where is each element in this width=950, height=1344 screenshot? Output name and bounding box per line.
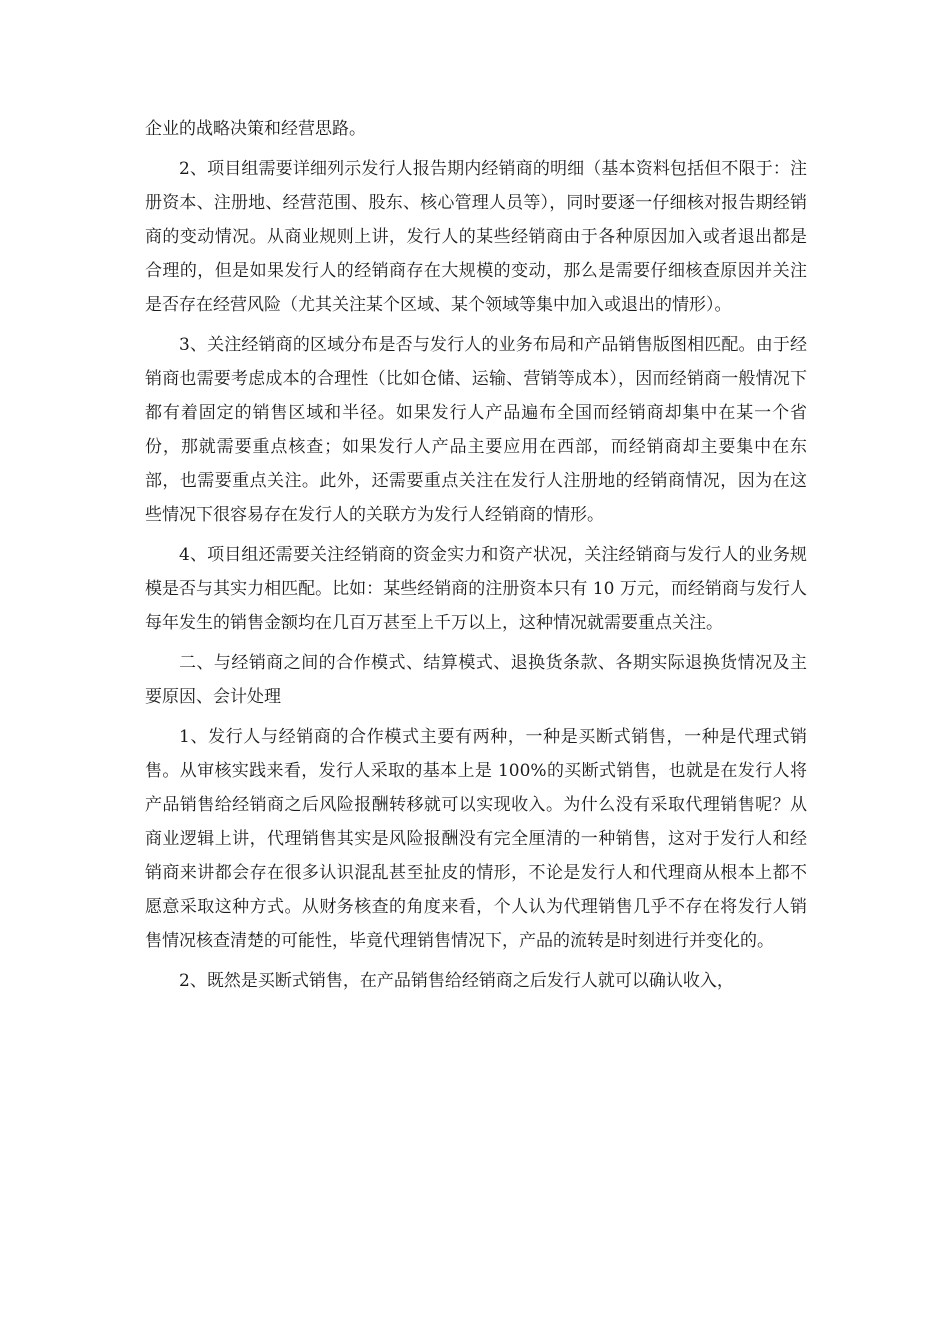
paragraph-section2-item-2: 2、既然是买断式销售，在产品销售给经销商之后发行人就可以确认收入， <box>179 971 734 991</box>
paragraph-item-3: 3、关注经销商的区域分布是否与发行人的业务布局和产品销售版图相匹配。由于经销商也需要考虑成本的合理性（比如仓储、运输、营销等成本），因而经销商一般情况下都有着固定的销售区域和半径。如果发行人产品遍布全国而经销商却集中在某一个省份，那就需要重点核查；如果发行人产品主要应用在西部，而经销商却主要集中在东部，也需要重点关注。此外，还需要重点关注在发行人注册地的经销商情况，因为在这些情况下很容易存在发行人的关联方为发行人经销商的情形。 <box>145 335 807 525</box>
paragraph-continuation: 企业的战略决策和经营思路。 <box>145 119 366 139</box>
paragraph-item-4: 4、项目组还需要关注经销商的资金实力和资产状况，关注经销商与发行人的业务规模是否与其实力相匹配。比如：某些经销商的注册资本只有 10 万元，而经销商与发行人每年发生的销售金额均在几百万甚至上千万以上，这种情况就需要重点关注。 <box>145 545 807 633</box>
section-heading-2: 二、与经销商之间的合作模式、结算模式、退换货条款、各期实际退换货情况及主要原因、会计处理 <box>145 653 807 707</box>
paragraph-item-2: 2、项目组需要详细列示发行人报告期内经销商的明细（基本资料包括但不限于：注册资本、注册地、经营范围、股东、核心管理人员等），同时要逐一仔细核对报告期经销商的变动情况。从商业规则上讲，发行人的某些经销商由于各种原因加入或者退出都是合理的，但是如果发行人的经销商存在大规模的变动，那么是需要仔细核查原因并关注是否存在经营风险（尤其关注某个区域、某个领域等集中加入或退出的情形）。 <box>145 159 807 315</box>
document-body <box>145 112 807 1004</box>
paragraph-section2-item-1: 1、发行人与经销商的合作模式主要有两种，一种是买断式销售，一种是代理式销售。从审核实践来看，发行人采取的基本上是 100%的买断式销售，也就是在发行人将产品销售给经销商之后风险报酬转移就可以实现收入。为什么没有采取代理销售呢？从商业逻辑上讲，代理销售其实是风险报酬没有完全厘清的一种销售，这对于发行人和经销商来讲都会存在很多认识混乱甚至扯皮的情形，不论是发行人和代理商从根本上都不愿意采取这种方式。从财务核查的角度来看，个人认为代理销售几乎不存在将发行人销售情况核查清楚的可能性，毕竟代理销售情况下，产品的流转是时刻进行并变化的。 <box>145 727 807 951</box>
